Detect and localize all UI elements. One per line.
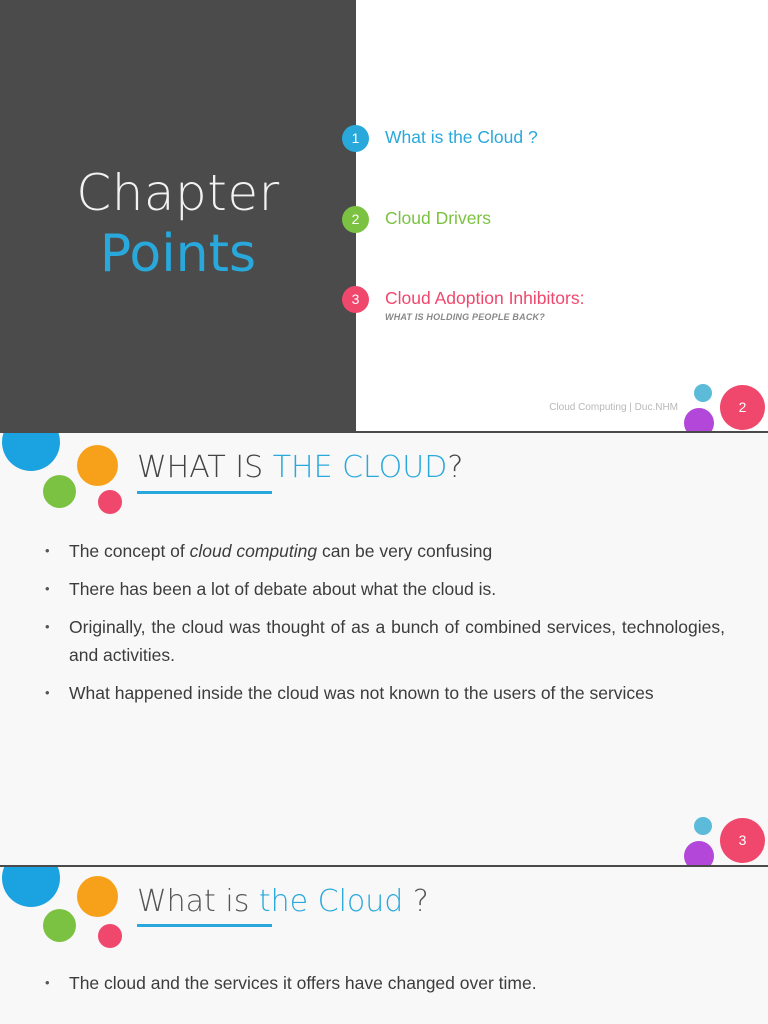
- decor-dot-pink: [98, 490, 122, 514]
- slide-heading: [137, 450, 463, 485]
- decor-dot-green: [43, 475, 76, 508]
- bullet-item: • The cloud and the services it offers have changed over time.: [45, 969, 725, 997]
- bullet-marker: •: [45, 619, 50, 634]
- point-sublabel: WHAT IS HOLDING PEOPLE BACK?: [385, 312, 545, 322]
- chapter-title-panel: [0, 0, 356, 433]
- decor-dot-green: [43, 909, 76, 942]
- bullet-list: [45, 969, 725, 1007]
- heading-underline: [137, 491, 272, 494]
- decor-dot-blue: [694, 384, 712, 402]
- point-label: Cloud Adoption Inhibitors:: [385, 288, 585, 308]
- slide-footer: Cloud Computing | Duc.NHM: [549, 402, 678, 413]
- point-label: Cloud Drivers: [385, 208, 491, 228]
- chapter-title-line1: Chapter: [76, 164, 280, 222]
- bullet-marker: •: [45, 543, 50, 558]
- point-number-badge: 3: [342, 286, 369, 313]
- chapter-title-line2: Points: [99, 224, 257, 284]
- heading-part1: WHAT IS: [137, 450, 273, 485]
- page-number-badge: 2: [720, 385, 765, 430]
- point-number-badge: 1: [342, 125, 369, 152]
- decor-dot-blue: [2, 433, 60, 471]
- bullet-list: [45, 537, 725, 717]
- decor-dot-orange: [77, 876, 118, 917]
- bullet-item: • Originally, the cloud was thought of as a bunch of combined services, technologies, and activities.: [45, 613, 725, 669]
- slide-what-is-the-cloud: [0, 433, 768, 867]
- heading-part1: What is: [137, 884, 259, 919]
- point-number-badge: 2: [342, 206, 369, 233]
- bullet-item: • There has been a lot of debate about what the cloud is.: [45, 575, 725, 603]
- decor-dot-blue: [694, 817, 712, 835]
- bullet-marker: •: [45, 685, 50, 700]
- decor-dot-orange: [77, 445, 118, 486]
- bullet-item: • What happened inside the cloud was not known to the users of the services: [45, 679, 725, 707]
- bullet-item: • The concept of cloud computing can be very confusing: [45, 537, 725, 565]
- heading-part3: ?: [447, 450, 464, 485]
- heading-underline: [137, 924, 272, 927]
- decor-dot-purple: [684, 408, 714, 433]
- heading-part3: ?: [403, 884, 429, 919]
- bullet-marker: •: [45, 975, 50, 990]
- slide-heading: [137, 884, 429, 919]
- heading-part2: the Cloud: [258, 884, 404, 919]
- bullet-marker: •: [45, 581, 50, 596]
- decor-dot-blue: [2, 867, 60, 907]
- decor-dot-pink: [98, 924, 122, 948]
- page-number-badge: 3: [720, 818, 765, 863]
- slide-chapter-points: [0, 0, 768, 433]
- point-label: What is the Cloud ?: [385, 127, 538, 147]
- decor-dot-purple: [684, 841, 714, 867]
- heading-part2: THE CLOUD: [272, 450, 448, 485]
- slide-what-is-the-cloud-2: [0, 867, 768, 1024]
